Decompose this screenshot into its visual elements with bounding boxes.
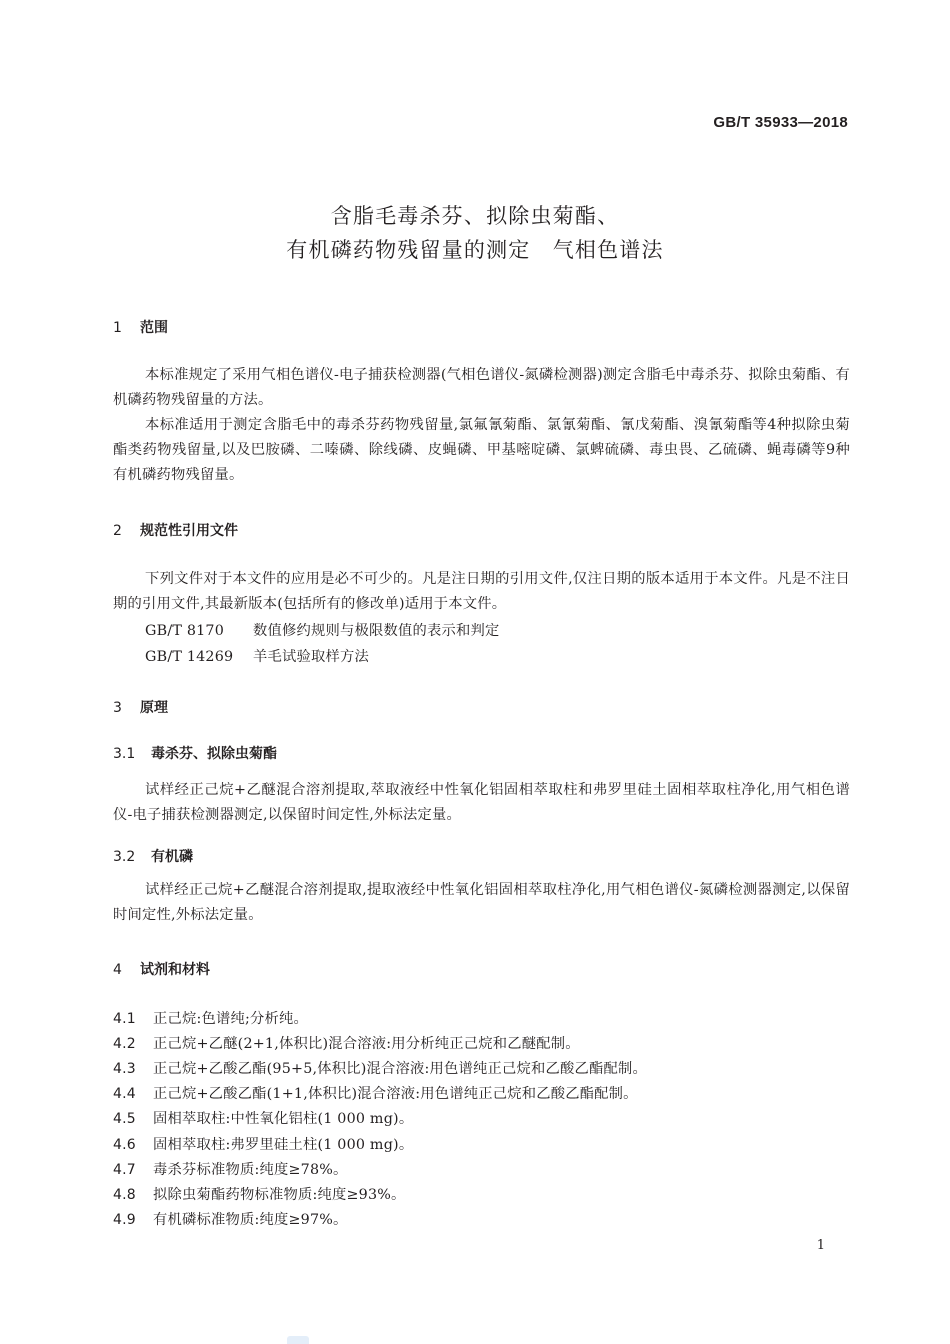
subsection-number: 3.1 xyxy=(113,746,136,762)
section-title: 试剂和材料 xyxy=(140,962,210,978)
item-text: 固相萃取柱:中性氧化铝柱(1 000 mg)。 xyxy=(153,1111,414,1127)
list-item xyxy=(113,1159,348,1179)
section-number: 2 xyxy=(113,523,122,539)
item-number: 4.6 xyxy=(113,1137,136,1153)
list-item xyxy=(113,1108,413,1128)
section-4-heading xyxy=(113,959,210,979)
section-2-heading xyxy=(113,520,238,540)
subsection-title: 有机磷 xyxy=(151,849,193,865)
section-1-paragraph-2: 本标准适用于测定含脂毛中的毒杀芬药物残留量,氯氟氰菊酯、氯氰菊酯、氰戊菊酯、溴氰菊酯等4种拟除虫菊酯类药物残留量,以及巴胺磷、二嗪磷、除线磷、皮蝇磷、甲基嘧啶磷、氯蜱硫磷、毒虫畏、乙硫磷、蝇毒磷等9种有机磷药物残留量。 xyxy=(113,417,850,483)
document-title-line-1: 含脂毛毒杀芬、拟除虫菊酯、 xyxy=(330,204,620,228)
subsection-3-2-paragraph: 试样经正己烷+乙醚混合溶剂提取,提取液经中性氧化铝固相萃取柱净化,用气相色谱仪-氮磷检测器测定,以保留时间定性,外标法定量。 xyxy=(113,882,850,923)
page-number: 1 xyxy=(816,1238,825,1253)
list-item xyxy=(113,1033,580,1053)
item-number: 4.4 xyxy=(113,1086,136,1102)
item-number: 4.3 xyxy=(113,1061,136,1077)
item-number: 4.1 xyxy=(113,1011,136,1027)
item-number: 4.5 xyxy=(113,1111,136,1127)
section-1-paragraph-1: 本标准规定了采用气相色谱仪-电子捕获检测器(气相色谱仪-氮磷检测器)测定含脂毛中毒杀芬、拟除虫菊酯、有机磷药物残留量的方法。 xyxy=(113,367,850,408)
subsection-3-1-heading xyxy=(113,743,277,763)
subsection-3-2-heading xyxy=(113,846,193,866)
section-title: 规范性引用文件 xyxy=(140,523,238,539)
list-item xyxy=(113,1209,348,1229)
section-title: 原理 xyxy=(140,700,168,716)
item-text: 正己烷+乙酸乙酯(95+5,体积比)混合溶液:用色谱纯正己烷和乙酸乙酯配制。 xyxy=(153,1061,647,1077)
section-1-heading xyxy=(113,317,168,337)
section-number: 3 xyxy=(113,700,122,716)
item-number: 4.8 xyxy=(113,1187,136,1203)
watermark-mark xyxy=(287,1336,309,1344)
reference-code: GB/T 8170 xyxy=(145,623,225,639)
item-text: 正己烷+乙酸乙酯(1+1,体积比)混合溶液:用色谱纯正己烷和乙酸乙酯配制。 xyxy=(153,1086,638,1102)
item-number: 4.9 xyxy=(113,1212,136,1228)
list-item xyxy=(113,1058,647,1078)
item-number: 4.7 xyxy=(113,1162,136,1178)
item-text: 毒杀芬标准物质:纯度≥78%。 xyxy=(153,1162,348,1178)
reference-code: GB/T 14269 xyxy=(145,649,234,665)
item-number: 4.2 xyxy=(113,1036,136,1052)
section-title: 范围 xyxy=(140,320,168,336)
item-text: 正己烷+乙醚(2+1,体积比)混合溶液:用分析纯正己烷和乙醚配制。 xyxy=(153,1036,580,1052)
list-item xyxy=(113,1184,406,1204)
standard-code: GB/T 35933—2018 xyxy=(713,114,848,131)
subsection-number: 3.2 xyxy=(113,849,136,865)
section-number: 4 xyxy=(113,962,122,978)
item-text: 拟除虫菊酯药物标准物质:纯度≥93%。 xyxy=(153,1187,406,1203)
subsection-3-1-paragraph: 试样经正己烷+乙醚混合溶剂提取,萃取液经中性氧化铝固相萃取柱和弗罗里硅土固相萃取柱净化,用气相色谱仪-电子捕获检测器测定,以保留时间定性,外标法定量。 xyxy=(113,782,850,823)
list-item xyxy=(113,1008,308,1028)
item-text: 有机磷标准物质:纯度≥97%。 xyxy=(153,1212,348,1228)
section-number: 1 xyxy=(113,320,122,336)
item-text: 正己烷:色谱纯;分析纯。 xyxy=(153,1011,309,1027)
document-title-line-2: 有机磷药物残留量的测定 气相色谱法 xyxy=(286,238,664,262)
list-item xyxy=(113,1083,638,1103)
reference-item xyxy=(145,646,369,666)
section-3-heading xyxy=(113,697,168,717)
reference-title: 数值修约规则与极限数值的表示和判定 xyxy=(253,623,500,639)
section-2-paragraph: 下列文件对于本文件的应用是必不可少的。凡是注日期的引用文件,仅注日期的版本适用于本文件。凡是不注日期的引用文件,其最新版本(包括所有的修改单)适用于本文件。 xyxy=(113,571,850,612)
list-item xyxy=(113,1134,413,1154)
subsection-title: 毒杀芬、拟除虫菊酯 xyxy=(151,746,277,762)
reference-title: 羊毛试验取样方法 xyxy=(253,649,369,665)
item-text: 固相萃取柱:弗罗里硅土柱(1 000 mg)。 xyxy=(153,1137,414,1153)
reference-item xyxy=(145,620,499,640)
